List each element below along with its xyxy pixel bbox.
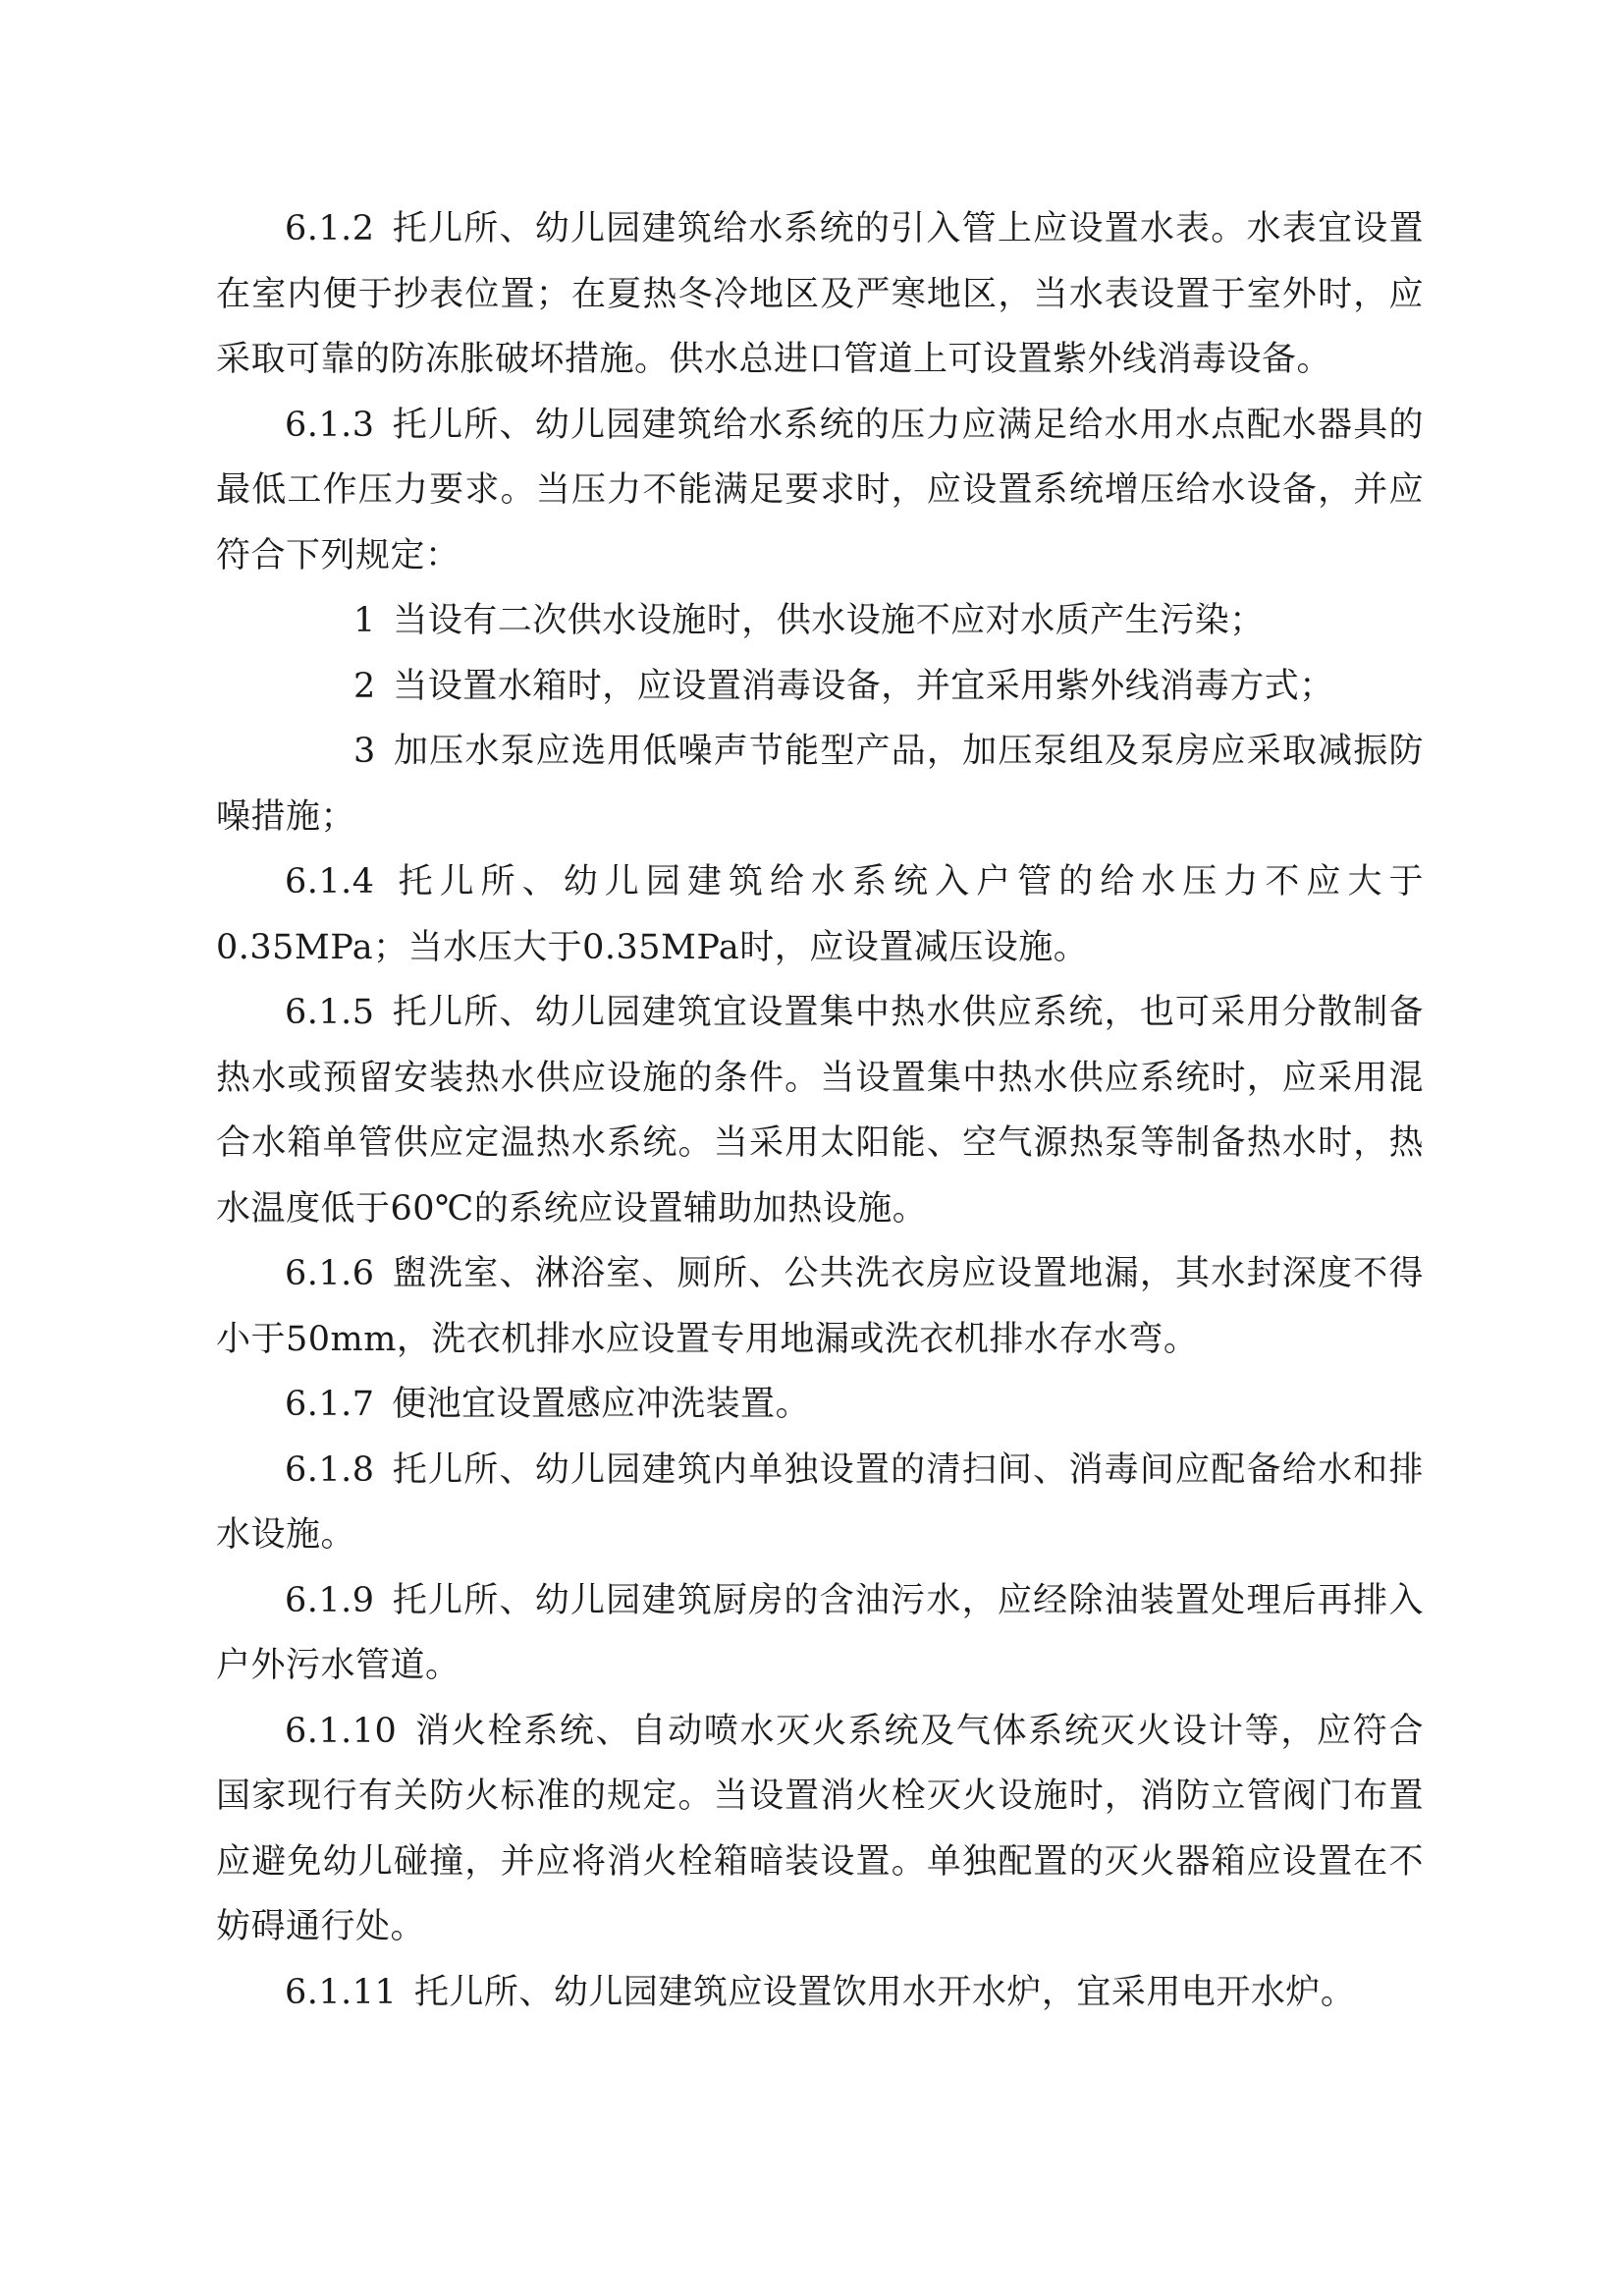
- clause-6-1-8: [216, 1438, 1424, 1568]
- clause-number: 6.1.10: [285, 1711, 398, 1751]
- clause-6-1-7: [216, 1372, 1424, 1438]
- clause-text: 托儿所、幼儿园建筑给水系统的压力应满足给水用水点配水器具的最低工作压力要求。当压力不能满足要求时，应设置系统增压给水设备，并应符合下列规定：: [216, 405, 1424, 575]
- clause-number: 6.1.9: [285, 1580, 375, 1620]
- clause-text: 托儿所、幼儿园建筑给水系统的引入管上应设置水表。水表宜设置在室内便于抄表位置；在夏热冬冷地区及严寒地区，当水表设置于室外时，应采取可靠的防冻胀破坏措施。供水总进口管道上可设置紫外线消毒设备。: [216, 209, 1424, 379]
- clause-number: 6.1.6: [285, 1254, 375, 1293]
- item-number: 3: [353, 732, 376, 771]
- clause-number: 6.1.11: [285, 1972, 398, 2012]
- item-text: 加压水泵应选用低噪声节能型产品，加压泵组及泵房应采取减振防噪措施；: [216, 732, 1424, 837]
- clause-number: 6.1.2: [285, 209, 375, 248]
- clause-text: 托儿所、幼儿园建筑内单独设置的清扫间、消毒间应配备给水和排水设施。: [216, 1449, 1424, 1555]
- clause-6-1-10: [216, 1699, 1424, 1960]
- clause-6-1-6: [216, 1241, 1424, 1372]
- list-item-1: [216, 588, 1424, 654]
- item-number: 1: [353, 601, 376, 640]
- clause-number: 6.1.8: [285, 1449, 375, 1490]
- clause-text: 托儿所、幼儿园建筑应设置饮用水开水炉，宜采用电开水炉。: [413, 1972, 1356, 2012]
- clause-6-1-4: [216, 849, 1424, 980]
- clause-6-1-2: [216, 196, 1424, 393]
- clause-text: 托儿所、幼儿园建筑给水系统入户管的给水压力不应大于0.35MPa；当水压大于0.35MPa时，应设置减压设施。: [216, 862, 1424, 967]
- clause-text: 托儿所、幼儿园建筑厨房的含油污水，应经除油装置处理后再排入户外污水管道。: [216, 1580, 1424, 1685]
- clause-6-1-9: [216, 1568, 1424, 1699]
- clause-6-1-3: [216, 393, 1424, 589]
- document-page: [216, 196, 1424, 2025]
- clause-number: 6.1.4: [285, 862, 375, 902]
- clause-text: 托儿所、幼儿园建筑宜设置集中热水供应系统，也可采用分散制备热水或预留安装热水供应设施的条件。当设置集中热水供应系统时，应采用混合水箱单管供应定温热水系统。当采用太阳能、空气源热泵等制备热水时，热水温度低于60℃的系统应设置辅助加热设施。: [216, 993, 1424, 1229]
- clause-number: 6.1.3: [285, 405, 375, 445]
- item-text: 当设置水箱时，应设置消毒设备，并宜采用紫外线消毒方式；: [393, 666, 1334, 706]
- clause-6-1-5: [216, 980, 1424, 1241]
- clause-number: 6.1.5: [285, 993, 375, 1032]
- list-item-2: [216, 654, 1424, 720]
- clause-number: 6.1.7: [285, 1385, 375, 1424]
- clause-6-1-11: [216, 1960, 1424, 2026]
- clause-text: 盥洗室、淋浴室、厕所、公共洗衣房应设置地漏，其水封深度不得小于50mm，洗衣机排水应设置专用地漏或洗衣机排水存水弯。: [216, 1254, 1424, 1359]
- item-number: 2: [353, 666, 376, 706]
- list-item-3: [216, 719, 1424, 849]
- item-text: 当设有二次供水设施时，供水设施不应对水质产生污染；: [393, 601, 1265, 640]
- clause-text: 便池宜设置感应冲洗装置。: [392, 1385, 811, 1424]
- clause-text: 消火栓系统、自动喷水灭火系统及气体系统灭火设计等，应符合国家现行有关防火标准的规定。当设置消火栓灭火设施时，消防立管阀门布置应避免幼儿碰撞，并应将消火栓箱暗装设置。单独配置的灭火器箱应设置在不妨碍通行处。: [216, 1711, 1424, 1946]
